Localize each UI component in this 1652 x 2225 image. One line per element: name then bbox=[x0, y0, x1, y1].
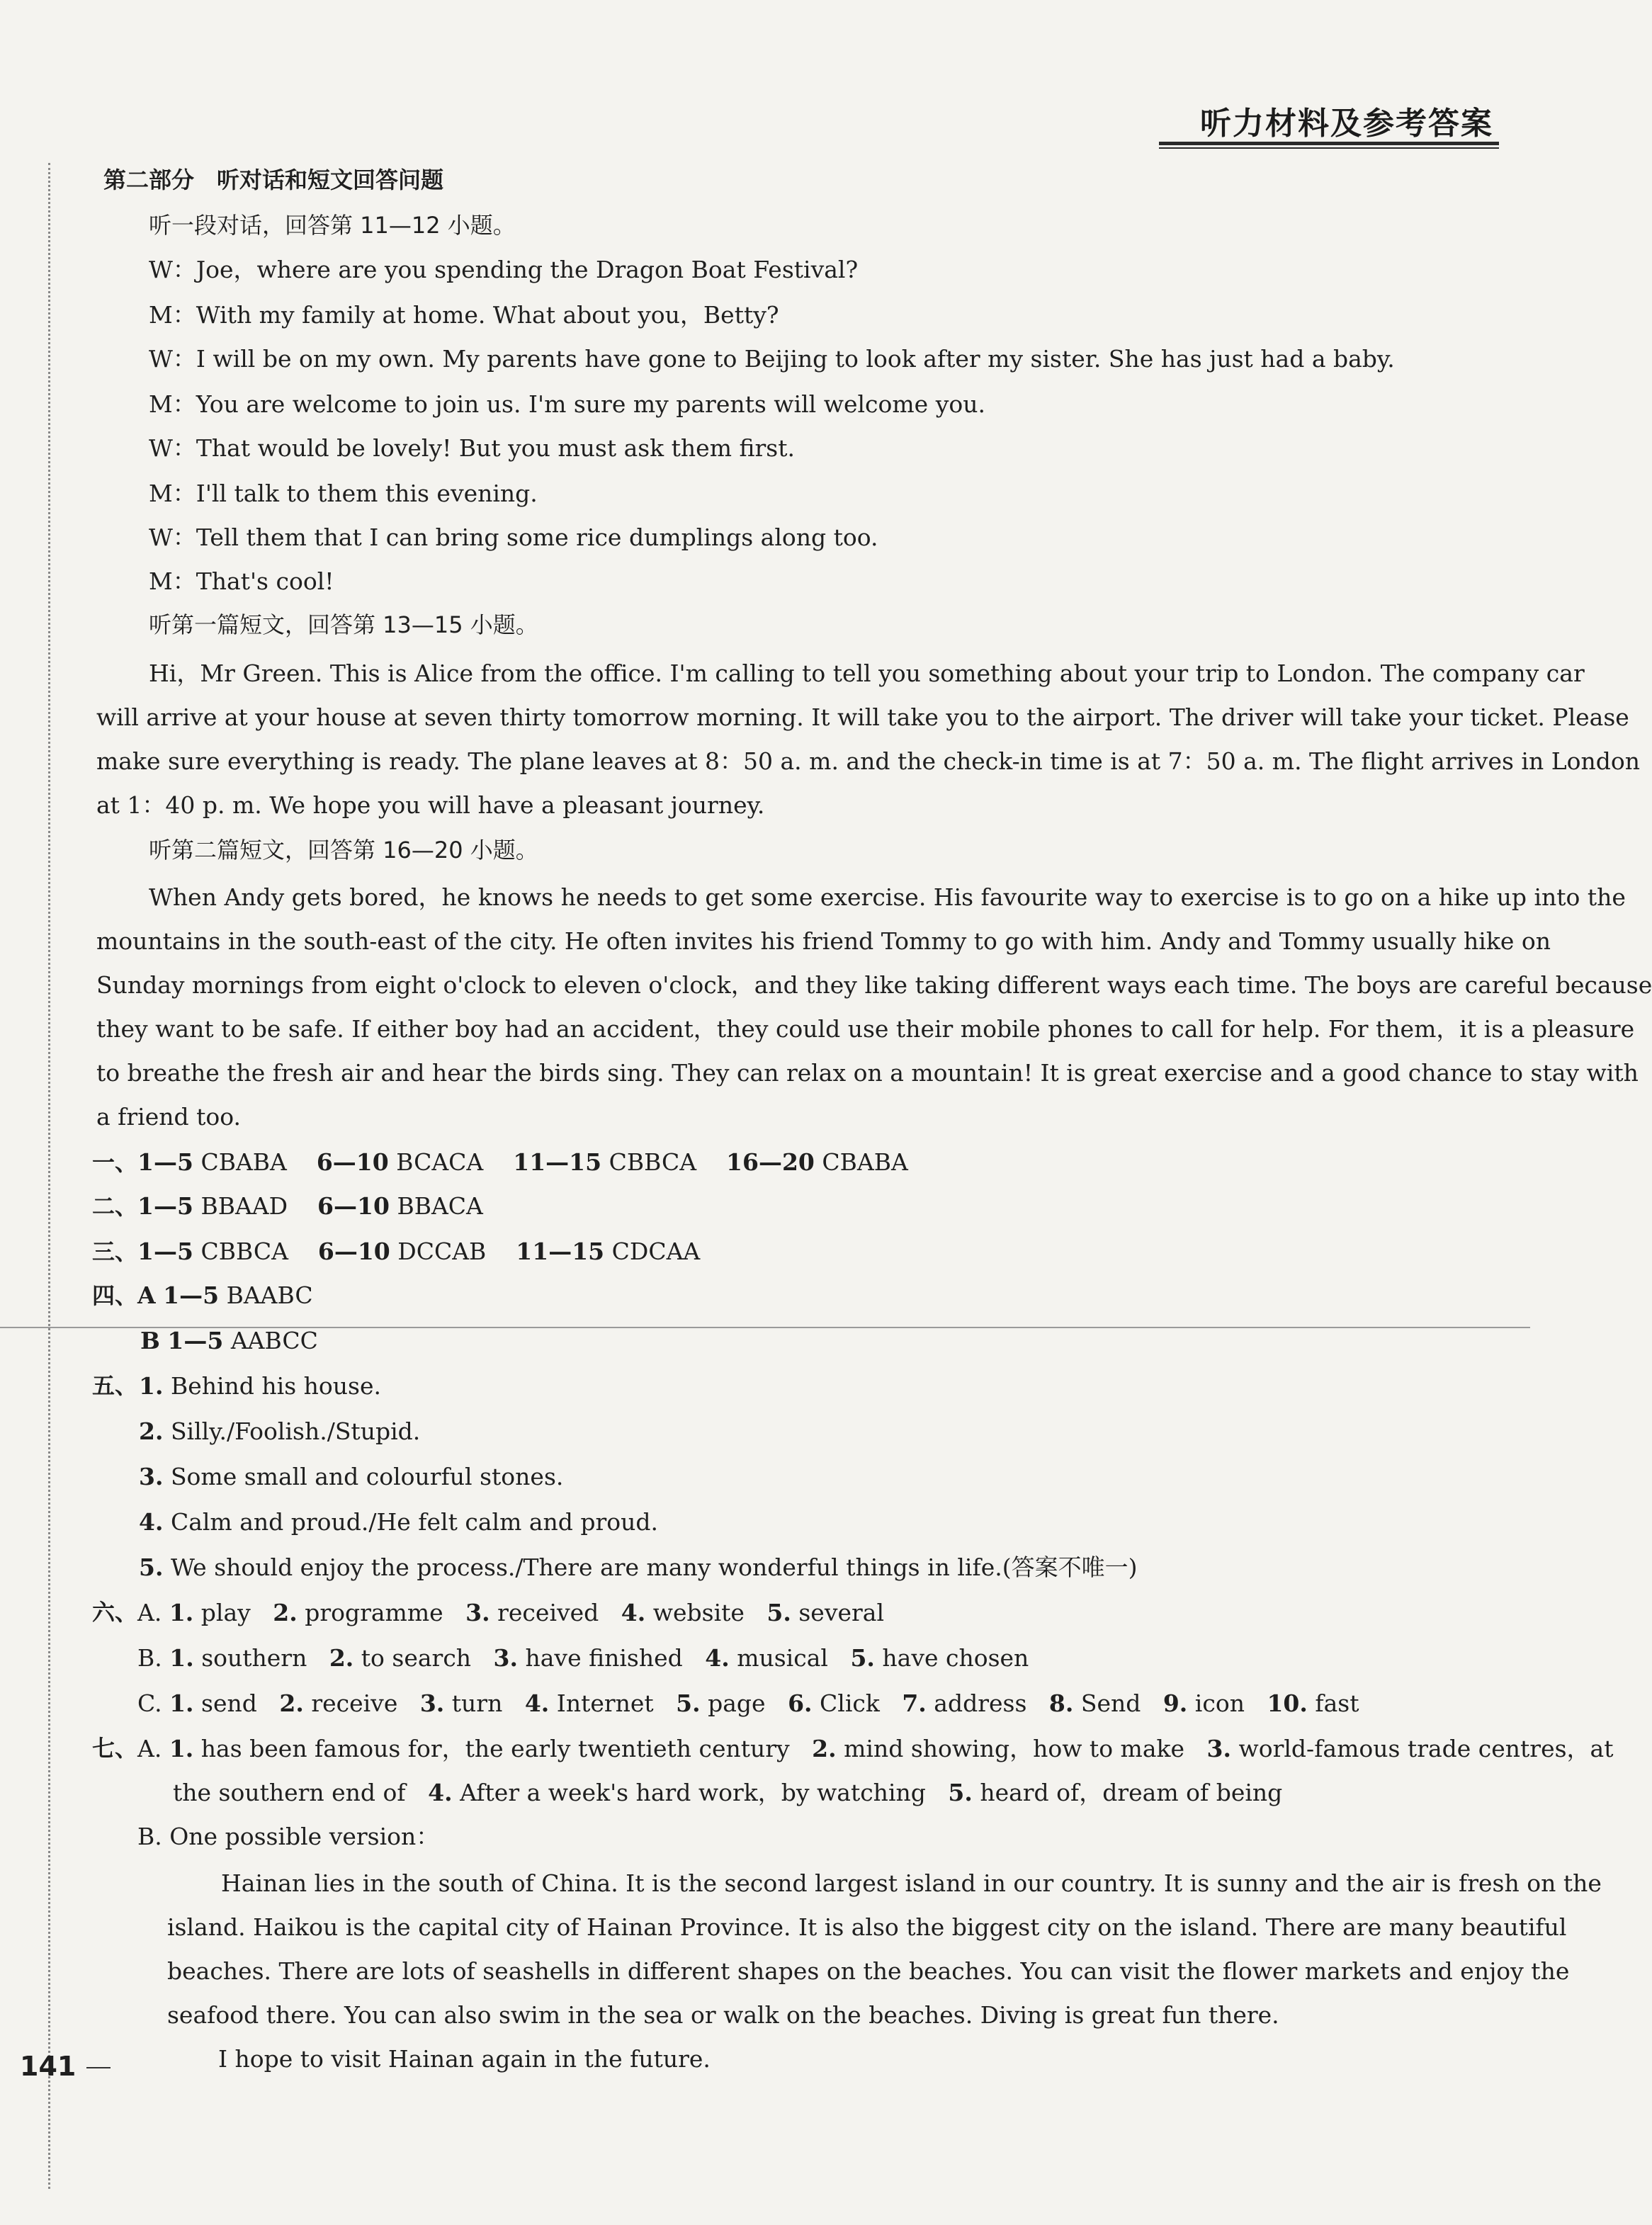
passage2-intro: 听第二篇短文，回答第 16—20 小题。 bbox=[149, 837, 538, 864]
short-answer-item: 5. We should enjoy the process./There are many wonderful things in life.(答案不唯一) bbox=[139, 1553, 1138, 1581]
passage2-line: Sunday mornings from eight o'clock to eleven o'clock，and they like taking different ways each time. The boys are careful because bbox=[96, 971, 1652, 999]
section-label: 六、 bbox=[92, 1599, 138, 1626]
dialogue-line: W：Tell them that I can bring some rice dumplings along too. bbox=[149, 523, 878, 551]
answer-row-3: 三、1—5 CBBCA 6—10 DCCAB 11—15 CDCAA bbox=[92, 1238, 701, 1265]
dialogue-intro: 听一段对话，回答第 11—12 小题。 bbox=[149, 212, 516, 239]
page-header-title: 听力材料及参考答案 bbox=[1200, 106, 1493, 142]
passage2-line: When Andy gets bored，he knows he needs to get some exercise. His favourite way to exercise is to go on a hike up into the bbox=[149, 883, 1626, 911]
answer-row-4a: 四、A 1—5 BAABC bbox=[92, 1281, 313, 1309]
answer-row-4b: B 1—5 AABCC bbox=[140, 1327, 318, 1354]
header-rule-thin bbox=[1159, 147, 1499, 149]
essay-line: beaches. There are lots of seashells in different shapes on the beaches. You can visit the flower markets and enjoy the bbox=[167, 1957, 1570, 1985]
dialogue-line: M：I'll talk to them this evening. bbox=[149, 480, 538, 507]
page-number-dash bbox=[86, 2067, 111, 2068]
writing-intro: B. One possible version： bbox=[137, 1823, 440, 1850]
section-label: 三、 bbox=[92, 1238, 138, 1265]
passage1-intro: 听第一篇短文，回答第 13—15 小题。 bbox=[149, 611, 538, 638]
essay-line: seafood there. You can also swim in the sea or walk on the beaches. Diving is great fun there. bbox=[167, 2001, 1279, 2029]
essay-line: island. Haikou is the capital city of Hainan Province. It is also the biggest city on the island. There are many beautiful bbox=[167, 1913, 1567, 1941]
fill-in-row-a: A. 1. play 2. programme 3. received 4. website 5. several bbox=[137, 1599, 884, 1626]
dialogue-line: M：That's cool! bbox=[149, 567, 334, 595]
header-rule bbox=[1159, 142, 1499, 145]
section-label: 一、 bbox=[92, 1149, 138, 1176]
binding-margin-line bbox=[48, 163, 50, 2189]
dialogue-line: M：With my family at home. What about you，Betty? bbox=[149, 301, 779, 329]
passage1-line: at 1：40 p. m. We hope you will have a pleasant journey. bbox=[96, 791, 765, 819]
passage2-line: mountains in the south-east of the city. He often invites his friend Tommy to go with him. Andy and Tommy usually hike on bbox=[96, 927, 1551, 955]
fill-in-row-c: C. 1. send 2. receive 3. turn 4. Internet 5. page 6. Click 7. address 8. Send 9. icon 10. fast bbox=[137, 1689, 1359, 1717]
answer-row-1: 一、1—5 CBABA 6—10 BCACA 11—15 CBBCA 16—20 CBABA bbox=[92, 1148, 908, 1176]
passage1-line: make sure everything is ready. The plane leaves at 8：50 a. m. and the check-in time is at 7：50 a. m. The flight arrives in London bbox=[96, 747, 1640, 775]
short-answer-item: 4. Calm and proud./He felt calm and proud. bbox=[139, 1508, 659, 1536]
short-answer-item: 1. Behind his house. bbox=[139, 1372, 381, 1400]
section-label: 四、 bbox=[92, 1282, 138, 1309]
dialogue-line: W：I will be on my own. My parents have gone to Beijing to look after my sister. She has just had a baby. bbox=[149, 345, 1395, 373]
dialogue-line: W：That would be lovely! But you must ask them first. bbox=[149, 434, 795, 462]
essay-closing: I hope to visit Hainan again in the future. bbox=[218, 2045, 711, 2073]
essay-line: Hainan lies in the south of China. It is the second largest island in our country. It is sunny and the air is fresh on the bbox=[221, 1869, 1602, 1897]
passage2-line: to breathe the fresh air and hear the birds sing. They can relax on a mountain! It is great exercise and a good chance to stay with bbox=[96, 1059, 1639, 1087]
passage2-line: a friend too. bbox=[96, 1103, 242, 1131]
section-label: 七、 bbox=[92, 1735, 138, 1762]
part2-title: 第二部分 听对话和短文回答问题 bbox=[103, 166, 444, 193]
passage1-line: will arrive at your house at seven thirty tomorrow morning. It will take you to the airport. The driver will take your ticket. Please bbox=[96, 703, 1629, 731]
translation-row-a2: the southern end of 4. After a week's hard work，by watching 5. heard of，dream of being bbox=[173, 1779, 1283, 1806]
passage1-line: Hi，Mr Green. This is Alice from the office. I'm calling to tell you something about your trip to London. The company car bbox=[149, 659, 1585, 687]
section-label: 二、 bbox=[92, 1193, 138, 1220]
dialogue-line: W：Joe，where are you spending the Dragon Boat Festival? bbox=[149, 256, 859, 283]
translation-row-a1: A. 1. has been famous for，the early twentieth century 2. mind showing，how to make 3. world-famous trade centres，at bbox=[137, 1735, 1614, 1762]
dialogue-line: M：You are welcome to join us. I'm sure my parents will welcome you. bbox=[149, 390, 985, 418]
answer-row-2: 二、1—5 BBAAD 6—10 BBACA bbox=[92, 1192, 483, 1220]
section-label: 五、 bbox=[92, 1372, 138, 1399]
short-answer-item: 2. Silly./Foolish./Stupid. bbox=[139, 1417, 421, 1445]
page-number: 141 bbox=[20, 2051, 77, 2082]
short-answer-item: 3. Some small and colourful stones. bbox=[139, 1463, 564, 1490]
passage2-line: they want to be safe. If either boy had an accident，they could use their mobile phones to call for help. For them，it is a pleasure bbox=[96, 1015, 1635, 1043]
fill-in-row-b: B. 1. southern 2. to search 3. have finished 4. musical 5. have chosen bbox=[137, 1644, 1029, 1672]
